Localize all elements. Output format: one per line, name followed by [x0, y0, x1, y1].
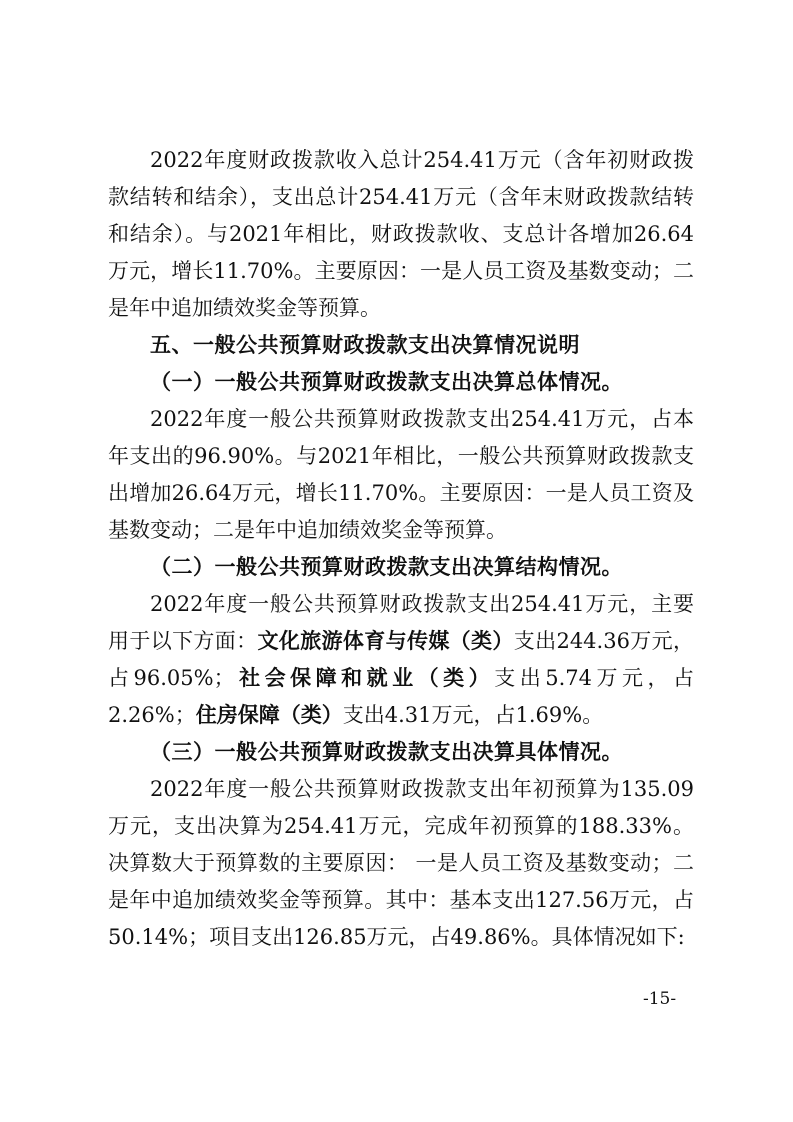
category-housing: 住房保障（类）: [195, 703, 343, 727]
paragraph-financial-revenue: 2022年度财政拨款收入总计254.41万元（含年初财政拨款结转和结余），支出总计254.41万元（含年末财政拨款结转和结余）。与2021年相比，财政拨款收、支总计各增加26.64万元，增长11.70%。主要原因：一是人员工资及基数变动；二是年中追加绩效奖金等预算。: [108, 148, 694, 320]
subsection-heading-3: （三）一般公共预算财政拨款支出决算具体情况。: [150, 740, 623, 764]
page-number: -15-: [643, 989, 677, 1009]
subsection-heading-1: （一）一般公共预算财政拨款支出决算总体情况。: [150, 370, 623, 394]
category-housing-amount: 支出4.31万元，占1.69%。: [342, 703, 604, 727]
document-body: [108, 142, 694, 956]
subsection-heading-2: （二）一般公共预算财政拨款支出决算结构情况。: [150, 555, 623, 579]
structure-intro: 2022年度一般公共预算财政拨款支出254.41万元，主要用于以下方面：: [108, 592, 694, 653]
paragraph-specific-expenditure: 2022年度一般公共预算财政拨款支出年初预算为135.09万元，支出决算为254.41万元，完成年初预算的188.33%。决算数大于预算数的主要原因： 一是人员工资及基数变动；二是年中追加绩效奖金等预算。其中：基本支出127.56万元，占50.14%；项目支出126.85万元，占49.86%。具体情况如下:: [108, 777, 694, 949]
category-social-security: 社会保障和就业（类）: [234, 666, 495, 690]
category-culture-tourism-amount: 支出244.36万元，占96.05%；: [108, 629, 695, 690]
section-heading-5: 五、一般公共预算财政拨款支出决算情况说明: [150, 333, 580, 357]
category-culture-tourism: 文化旅游体育与传媒（类）: [257, 629, 514, 653]
paragraph-expenditure-structure: [108, 586, 694, 734]
paragraph-overall-expenditure: 2022年度一般公共预算财政拨款支出254.41万元，占本年支出的96.90%。与2021年相比，一般公共预算财政拨款支出增加26.64万元，增长11.70%。主要原因：一是人员工资及基数变动；二是年中追加绩效奖金等预算。: [108, 407, 694, 542]
category-social-security-amount: 支出5.74万元，占2.26%；: [108, 666, 695, 727]
